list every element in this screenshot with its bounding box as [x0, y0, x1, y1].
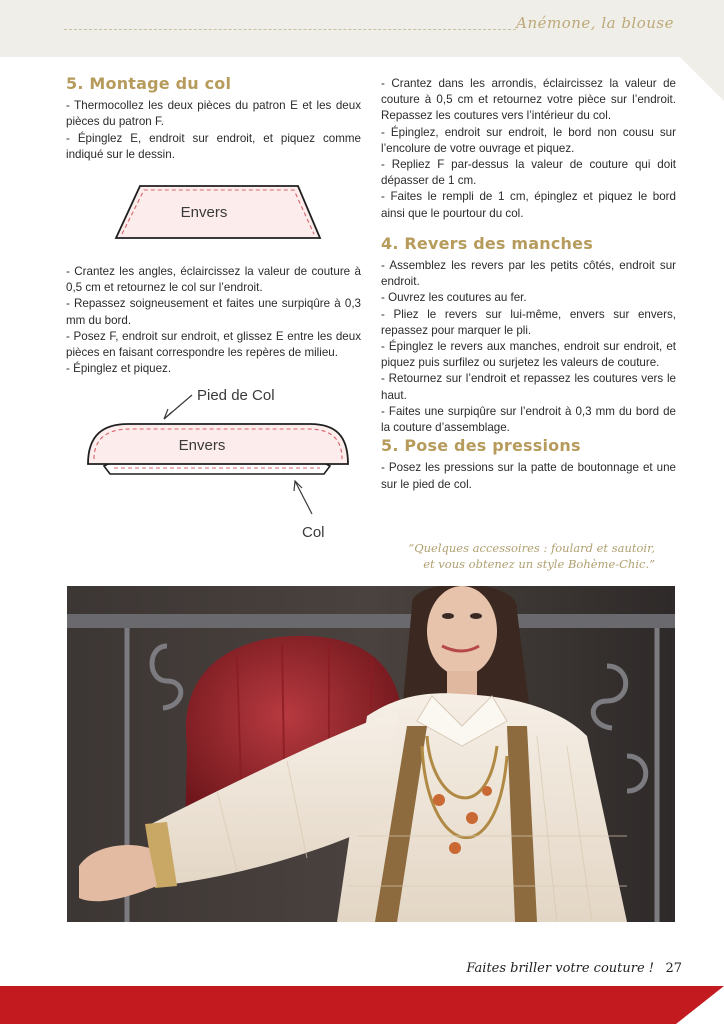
header-dashed-rule [64, 29, 516, 30]
paragraph: - Ouvrez les coutures au fer. [381, 291, 527, 305]
paragraph: - Repliez F par-dessus la valeur de couture qui doit dépasser de 1 cm. [381, 158, 676, 188]
paragraph: - Thermocollez les deux pièces du patron E et les deux pièces du patron F. [66, 99, 361, 129]
running-title: Anémone, la blouse [516, 14, 674, 32]
header-corner-fold [680, 57, 724, 101]
photo-illustration [67, 586, 675, 922]
diagram2-label: Envers [178, 437, 226, 454]
collar-diagram-1 [110, 180, 325, 246]
section-title-pose-pressions: 5. Pose des pressions [381, 436, 581, 456]
paragraph: - Épinglez, endroit sur endroit, le bord non cousu sur l’encolure de votre ouvrage et piquez. [381, 125, 676, 155]
footer-red-band [0, 986, 676, 1024]
model-photo [67, 586, 675, 922]
pointer-line-bottom [295, 481, 312, 514]
paragraph: - Épinglez E, endroit sur endroit, et piquez comme indiqué sur le dessin. [66, 131, 361, 161]
paragraph: - Épinglez le revers aux manches, endroit sur endroit, et piquez puis surfilez ou surjetez les valeurs de couture. [381, 340, 676, 370]
quote-line: “Quelques accessoires : foulard et sautoir, [408, 541, 655, 555]
paragraph: - Faites une surpiqûre sur l’endroit à 0,3 mm du bord de la couture d’assemblage. [381, 404, 676, 435]
quote-line: et vous obtenez un style Bohème-Chic.” [423, 557, 655, 571]
left-column-top [66, 76, 361, 163]
paragraph: - Retournez sur l’endroit et repassez les coutures vers le haut. [381, 372, 676, 402]
paragraph: - Pliez le revers sur lui-même, envers sur envers, repassez pour marquer le pli. [381, 307, 676, 337]
label-col: Col [302, 524, 325, 541]
footer-slogan: Faites briller votre couture ! [466, 961, 654, 976]
page-number: 27 [665, 961, 682, 976]
paragraph: - Faites le rempli de 1 cm, épinglez et piquez le bord ainsi que le pourtour du col. [381, 190, 676, 220]
pull-quote [380, 540, 655, 572]
diagram1-label: Envers [180, 204, 228, 221]
collar-diagram-2 [84, 378, 354, 548]
label-pied-de-col: Pied de Col [197, 387, 275, 404]
paragraph: - Posez F, endroit sur endroit, et glissez E entre les deux pièces en faisant correspondre les repères de milieu. [66, 329, 361, 360]
paragraph: - Repassez soigneusement et faites une surpiqûre à 0,3 mm du bord. [66, 297, 361, 327]
paragraph: - Crantez les angles, éclaircissez la valeur de couture à 0,5 cm et retournez le col sur l’endroit. [66, 265, 361, 295]
paragraph: - Épinglez et piquez. [66, 362, 172, 376]
left-column-steps [66, 264, 361, 377]
arrow-head-top-icon [164, 409, 172, 419]
paragraph: - Posez les pressions sur la patte de boutonnage et une sur le pied de col. [381, 461, 676, 491]
section-title-montage-col: 5. Montage du col [66, 74, 232, 93]
footer-red-fold [676, 986, 724, 1024]
paragraph: - Assemblez les revers par les petits côtés, endroit sur endroit. [381, 259, 676, 289]
section-title-revers-manches: 4. Revers des manches [381, 233, 593, 253]
right-column [381, 76, 676, 493]
paragraph: - Crantez dans les arrondis, éclaircissez la valeur de couture à 0,5 cm et retournez votre pièce sur l’endroit. Repassez les coutures vers l’intérieur du col. [381, 77, 676, 123]
